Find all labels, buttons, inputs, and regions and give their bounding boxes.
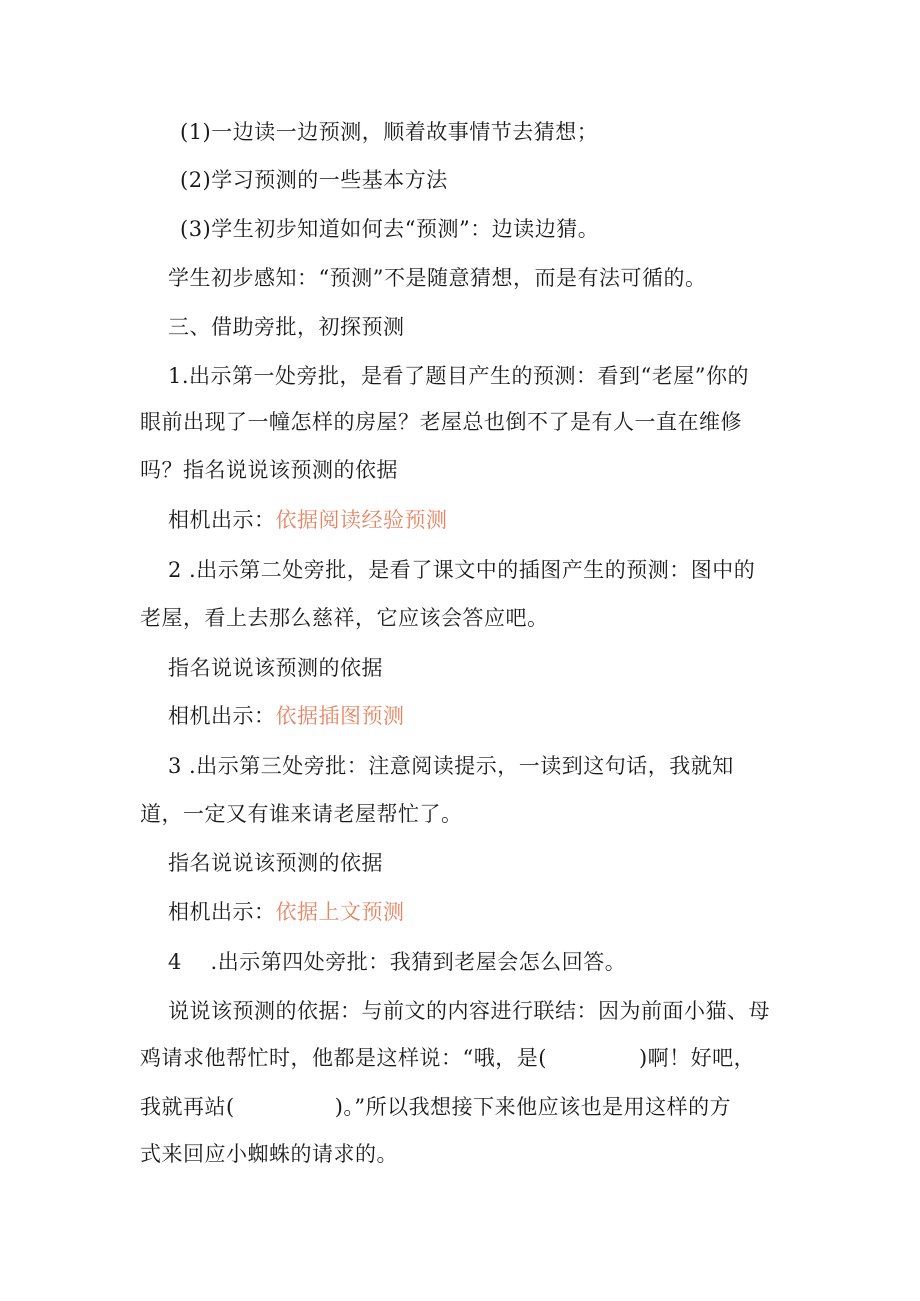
text-line: (3)学生初步知道如何去“预测”：边读边猜。 [180,217,600,241]
text-line: 3 .出示第三处旁批：注意阅读提示，一读到这句话，我就知 [168,754,734,778]
line-prefix: 相机出示： [168,900,276,924]
text-line [168,702,405,730]
line-part: 鸡请求他帮忙时，他都是这样说：“哦，是( [140,1046,547,1070]
highlight-text: 依据上文预测 [275,900,405,924]
text-line [168,506,448,534]
text-line: 说说该预测的依据：与前文的内容进行联结：因为前面小猫、母 [168,999,770,1023]
highlight-text: 依据插图预测 [275,704,405,728]
line-part: 我就再站( [140,1095,235,1119]
line-prefix: 相机出示： [168,508,276,532]
text-line [140,1044,755,1072]
line-part: )。”所以我想接下来他应该也是用这样的方 [334,1095,732,1119]
text-line: 吗？指名说说该预测的依据 [140,458,398,482]
text-line: 指名说说该预测的依据 [168,656,383,680]
text-line: 4 .出示第四处旁批：我猜到老屋会怎么回答。 [168,950,627,974]
text-line: 指名说说该预测的依据 [168,851,383,875]
text-line [168,898,405,926]
text-line: 学生初步感知：“预测”不是随意猜想，而是有法可循的。 [168,266,707,290]
line-prefix: 相机出示： [168,704,276,728]
highlight-text: 依据阅读经验预测 [275,508,448,532]
text-line: 1.出示第一处旁批，是看了题目产生的预测：看到“老屋”你的 [168,364,750,388]
text-line: (2)学习预测的一些基本方法 [180,168,448,192]
text-line: 眼前出现了一幢怎样的房屋？老屋总也倒不了是有人一直在维修 [140,410,742,434]
text-line [140,1093,731,1121]
section-heading: 三、借助旁批，初探预测 [168,315,405,339]
text-line: 道，一定又有谁来请老屋帮忙了。 [140,802,463,826]
text-line: 老屋，看上去那么慈祥，它应该会答应吧。 [140,606,549,630]
text-line: 式来回应小蜘蛛的请求的。 [140,1142,398,1166]
text-line: 2 .出示第二处旁批，是看了课文中的插图产生的预测：图中的 [168,558,756,582]
text-line: (1)一边读一边预测，顺着故事情节去猜想； [180,120,599,144]
line-part: )啊！好吧， [638,1046,756,1070]
